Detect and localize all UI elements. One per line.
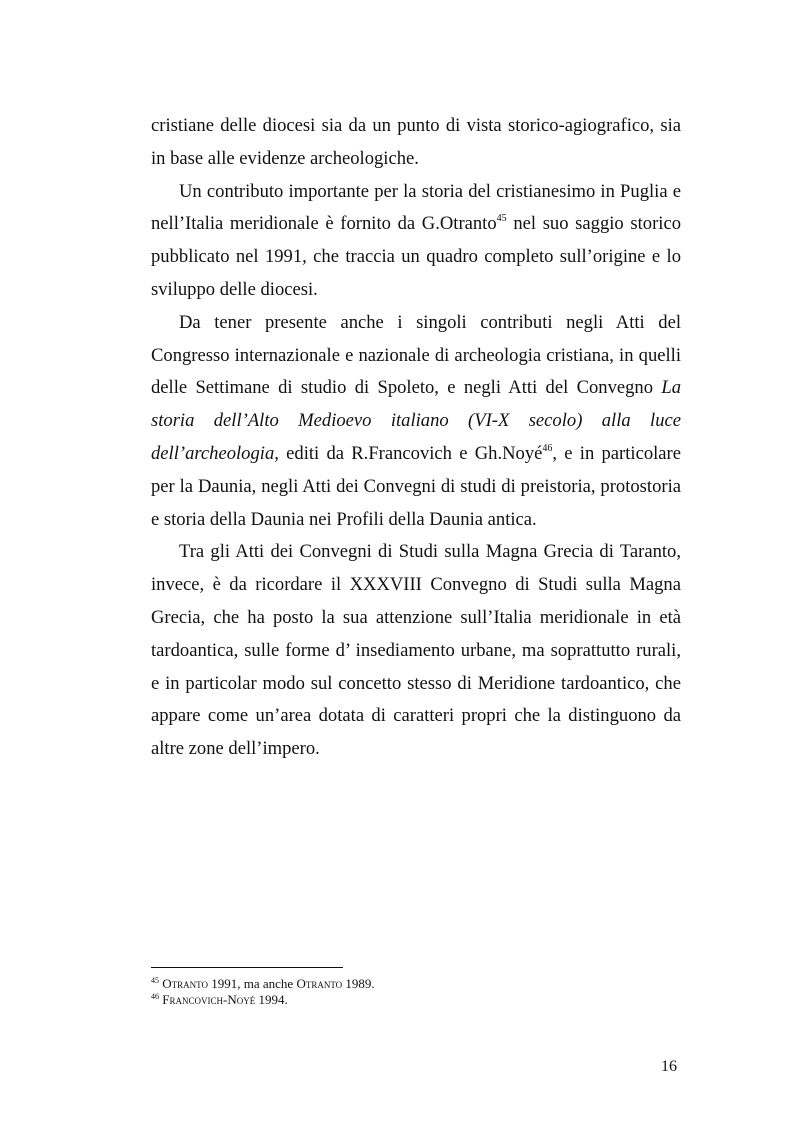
paragraph-4 (151, 536, 681, 766)
footnotes (151, 976, 681, 1008)
footnote-text: 1994. (255, 992, 288, 1007)
page-number: 16 (661, 1058, 677, 1075)
footnote-ref-45[interactable]: 45 (496, 213, 507, 225)
footnote-text: 1991, ma anche (207, 976, 297, 991)
page-body (151, 110, 681, 766)
footnote-author: Otranto (296, 976, 343, 991)
footnote-author: Otranto (162, 976, 208, 991)
footnote-author: Francovich-Noyé (162, 992, 256, 1007)
footnote-number: 45 (151, 976, 159, 985)
paragraph-2 (151, 176, 681, 307)
paragraph-4-text: Tra gli Atti dei Convegni di Studi sulla Magna Grecia di Taranto, invece, è da ricordare il XXXVIII Convegno di Studi sulla Magna Grecia, che ha posto la sua attenzione sull’Italia meridionale in età tardoantica, sulle forme d’ insediamento urbane, ma soprattutto rurali, e in particolar modo sul concetto stesso di Meridione tardoantico, che appare come un’area dotata di caratteri propri che la distinguono da altre zone dell’impero. (151, 541, 681, 760)
footnote-text: 1989. (342, 976, 375, 991)
footnote-separator (151, 967, 343, 968)
paragraph-1 (151, 110, 681, 176)
paragraph-3-italic-title: La storia dell’Alto Medioevo italiano (VI-X secolo) alla luce dell’archeologia (151, 377, 681, 464)
paragraph-3-text-a: Da tener presente anche i singoli contributi negli Atti del Congresso internazionale e nazionale di archeologia cristiana, in quelli delle Settimane di studio di Spoleto, e negli Atti del Convegno (151, 311, 681, 399)
paragraph-3-text-c: , e in particolare per la Daunia, negli Atti dei Convegni di studi di preistoria, protostoria e storia della Daunia nei Profili della Daunia antica. (151, 442, 681, 530)
paragraph-3-text-b: , editi da R.Francovich e Gh.Noyé (274, 442, 543, 464)
footnote-number: 46 (151, 992, 159, 1001)
footnote-46 (151, 992, 681, 1008)
paragraph-2-text-b: nel suo saggio storico pubblicato nel 1991, che traccia un quadro completo sull’origine e lo sviluppo delle diocesi. (151, 213, 681, 300)
paragraph-1-text: cristiane delle diocesi sia da un punto di vista storico-agiografico, sia in base alle evidenze archeologiche. (151, 115, 681, 169)
footnote-ref-46[interactable]: 46 (542, 442, 553, 454)
paragraph-2-text-a: Un contributo importante per la storia del cristianesimo in Puglia e nell’Italia meridionale è fornito da G.Otranto (151, 180, 681, 235)
footnote-45 (151, 976, 681, 992)
paragraph-3 (151, 307, 681, 537)
